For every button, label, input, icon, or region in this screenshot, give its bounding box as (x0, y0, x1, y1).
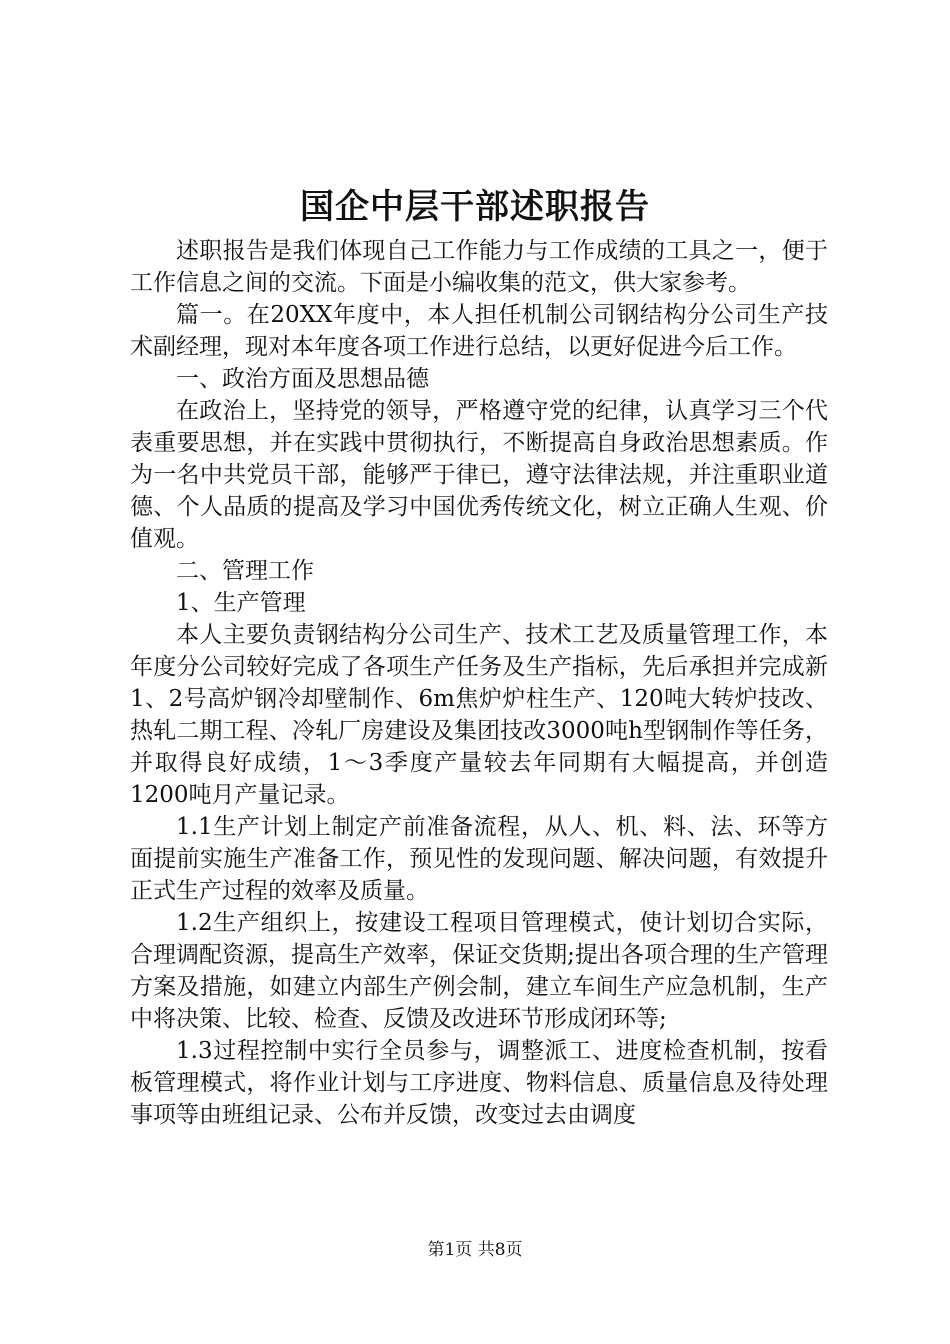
subsection-heading-production: 1、生产管理 (176, 590, 306, 616)
section-heading-politics: 一、政治方面及思想品德 (176, 366, 429, 392)
document-title: 国企中层干部述职报告 (300, 187, 650, 227)
paragraph-part-one: 篇一。在20XX年度中，本人担任机制公司钢结构分公司生产技术副经理，现对本年度各项工作进行总结，以更好促进今后工作。 (130, 302, 828, 360)
paragraph-intro: 述职报告是我们体现自己工作能力与工作成绩的工具之一，便于工作信息之间的交流。下面是小编收集的范文，供大家参考。 (130, 238, 828, 296)
section-heading-management: 二、管理工作 (176, 558, 314, 584)
paragraph-production: 本人主要负责钢结构分公司生产、技术工艺及质量管理工作，本年度分公司较好完成了各项生产任务及生产指标，先后承担并完成新1、2号高炉钢冷却壁制作、6m焦炉炉柱生产、120吨大转炉技改、热轧二期工程、冷轧厂房建设及集团技改3000吨h型钢制作等任务，并取得良好成绩，1～3季度产量较去年同期有大幅提高，并创造1200吨月产量记录。 (130, 622, 828, 808)
page-footer: 第1页 共8页 (427, 1240, 523, 1260)
paragraph-politics: 在政治上，坚持党的领导，严格遵守党的纪律，认真学习三个代表重要思想，并在实践中贯彻执行，不断提高自身政治思想素质。作为一名中共党员干部，能够严于律已，遵守法律法规，并注重职业道德、个人品质的提高及学习中国优秀传统文化，树立正确人生观、价值观。 (130, 398, 828, 552)
paragraph-item-1-1: 1.1生产计划上制定产前准备流程，从人、机、料、法、环等方面提前实施生产准备工作，预见性的发现问题、解决问题，有效提升正式生产过程的效率及质量。 (130, 814, 828, 904)
document-body (130, 235, 828, 1131)
paragraph-item-1-2: 1.2生产组织上，按建设工程项目管理模式，使计划切合实际，合理调配资源，提高生产效率，保证交货期;提出各项合理的生产管理方案及措施，如建立内部生产例会制，建立车间生产应急机制，生产中将决策、比较、检查、反馈及改进环节形成闭环等; (130, 910, 828, 1032)
paragraph-item-1-3: 1.3过程控制中实行全员参与，调整派工、进度检查机制，按看板管理模式，将作业计划与工序进度、物料信息、质量信息及待处理事项等由班组记录、公布并反馈，改变过去由调度 (130, 1038, 828, 1128)
